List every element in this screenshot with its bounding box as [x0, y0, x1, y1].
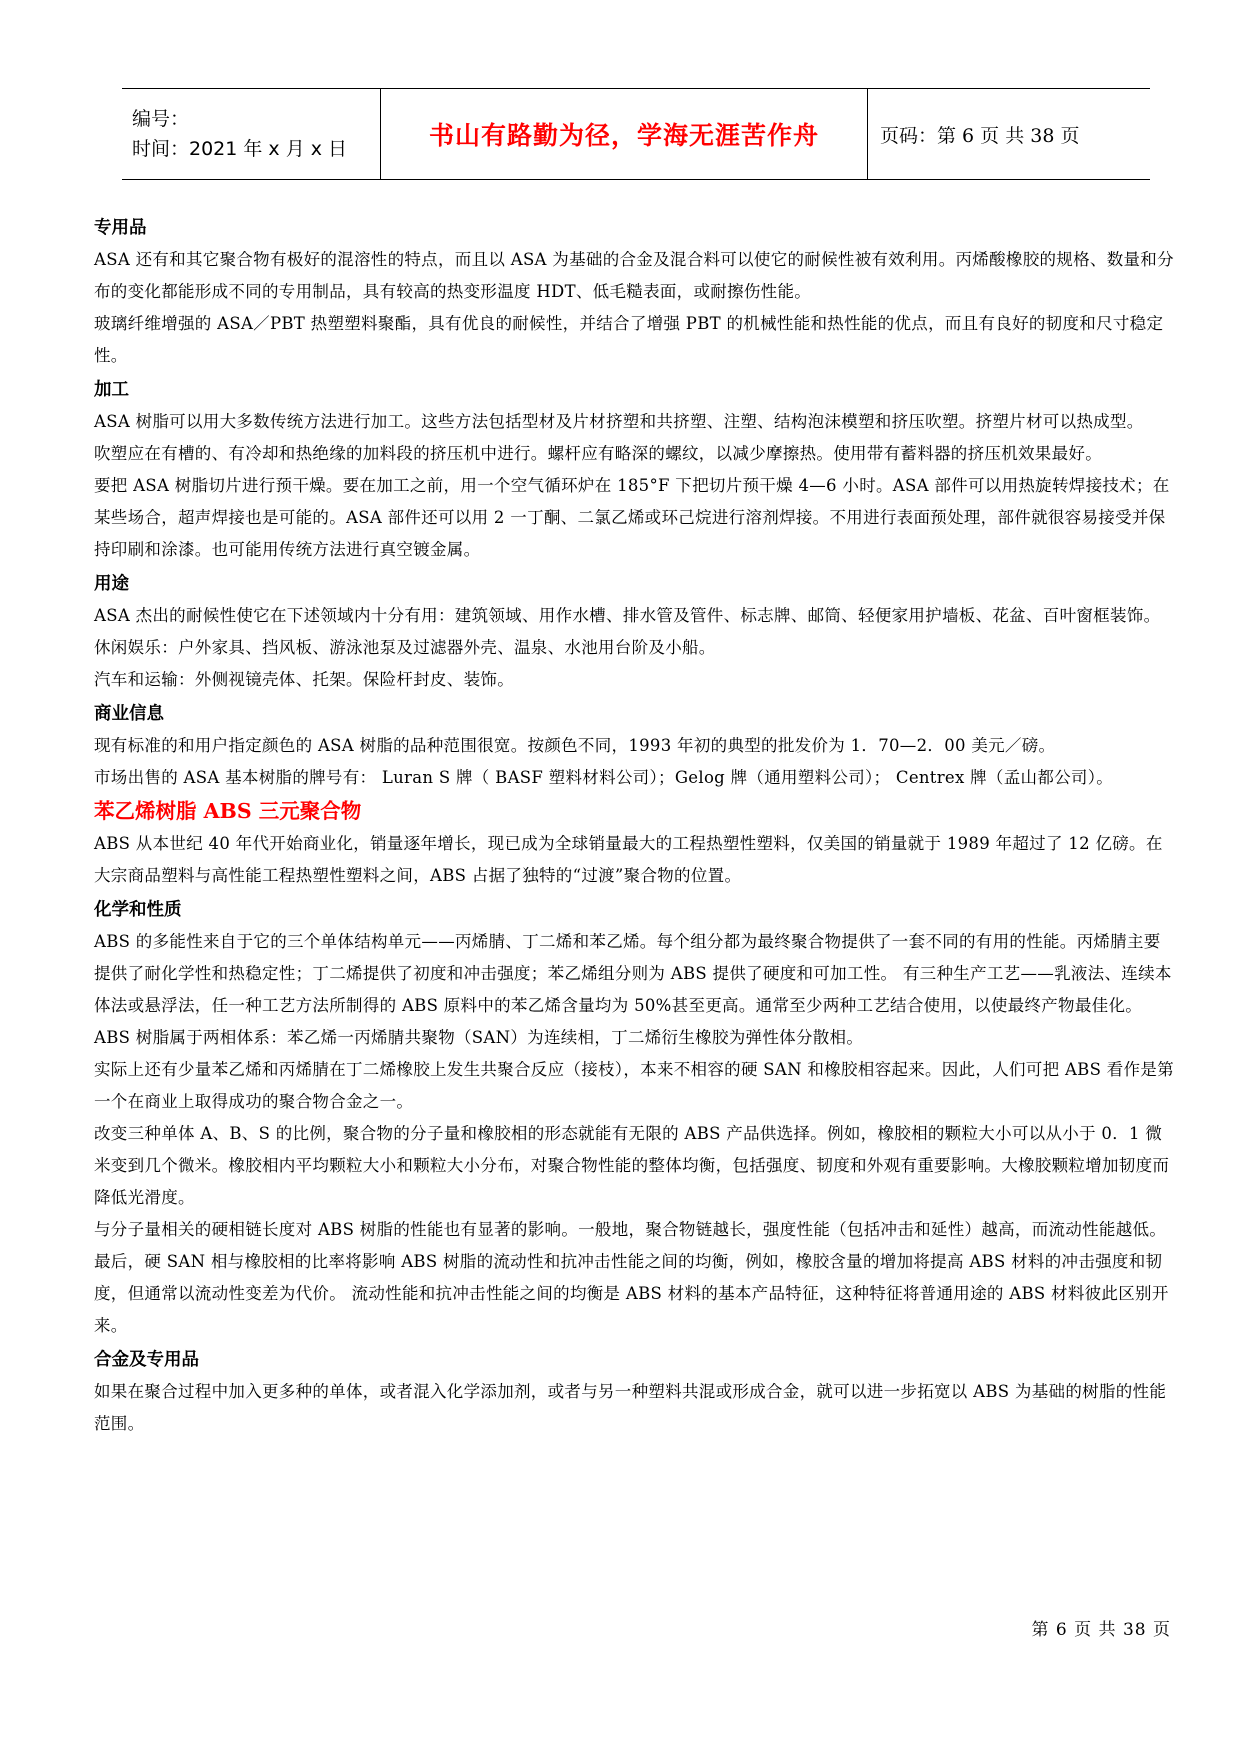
paragraph: ASA 杰出的耐候性使它在下述领域内十分有用：建筑领域、用作水槽、排水管及管件、标志牌、邮筒、轻便家用护墙板、花盆、百叶窗框装饰。 — [94, 606, 1161, 625]
paragraph: 实际上还有少量苯乙烯和丙烯腈在丁二烯橡胶上发生共聚合反应（接枝），本来不相容的硬 SAN 和橡胶相容起来。因此，人们可把 ABS 看作是第一个在商业上取得成功的聚合物合金之一。 — [94, 1060, 1174, 1111]
document-body — [94, 210, 1174, 1440]
paragraph: ABS 的多能性来自于它的三个单体结构单元——丙烯腈、丁二烯和苯乙烯。每个组分都为最终聚合物提供了一套不同的有用的性能。丙烯腈主要提供了耐化学性和热稳定性；丁二烯提供了初度和冲击强度；苯乙烯组分则为 ABS 提供了硬度和可加工性。 有三种生产工艺——乳液法、连续本体法或悬浮法，任一种工艺方法所制得的 ABS 原料中的苯乙烯含量均为 50%甚至更高。通常至少两种工艺结合使用，以使最终产物最佳化。ABS 树脂属于两相体系：苯乙烯一丙烯腈共聚物（SAN）为连续相，丁二烯衍生橡胶为弹性体分散相。 — [94, 932, 1172, 1047]
header-left-cell — [122, 89, 380, 179]
paragraph: 改变三种单体 A、B、S 的比例，聚合物的分子量和橡胶相的形态就能有无限的 ABS 产品供选择。例如，橡胶相的颗粒大小可以从小于 0．1 微米变到几个微米。橡胶相内平均颗粒大小和颗粒大小分布，对聚合物性能的整体均衡，包括强度、韧度和外观有重要影响。大橡胶颗粒增加韧度而降低光滑度。 — [94, 1124, 1170, 1207]
motto: 书山有路勤为径，学海无涯苦作舟 — [380, 89, 868, 179]
section-heading: 加工 — [94, 380, 129, 400]
section-heading: 用途 — [94, 574, 129, 594]
page-label: 页码：第 6 页 共 38 页 — [880, 124, 1080, 147]
section-heading: 合金及专用品 — [94, 1350, 199, 1370]
page-footer: 第 6 页 共 38 页 — [1031, 1620, 1171, 1640]
paragraph: ASA 树脂可以用大多数传统方法进行加工。这些方法包括型材及片材挤塑和共挤塑、注塑、结构泡沫模塑和挤压吹塑。挤塑片材可以热成型。 — [94, 412, 1144, 431]
paragraph: ASA 还有和其它聚合物有极好的混溶性的特点，而且以 ASA 为基础的合金及混合料可以使它的耐候性被有效利用。丙烯酸橡胶的规格、数量和分布的变化都能形成不同的专用制品，具有较高的热变形温度 HDT、低毛糙表面，或耐擦伤性能。 — [94, 250, 1174, 301]
paragraph: 最后，硬 SAN 相与橡胶相的比率将影响 ABS 树脂的流动性和抗冲击性能之间的均衡，例如，橡胶含量的增加将提高 ABS 材料的冲击强度和韧度，但通常以流动性变差为代价。 流动性能和抗冲击性能之间的均衡是 ABS 材料的基本产品特征，这种特征将普通用途的 ABS 材料彼此区别开来。 — [94, 1252, 1169, 1335]
paragraph: 市场出售的 ASA 基本树脂的牌号有： Luran S 牌（ BASF 塑料材料公司）；Gelog 牌（通用塑料公司）； Centrex 牌（孟山都公司）。 — [94, 768, 1114, 787]
paragraph: 要把 ASA 树脂切片进行预干燥。要在加工之前，用一个空气循环炉在 185°F 下把切片预干燥 4—6 小时。ASA 部件可以用热旋转焊接技术；在某些场合，超声焊接也是可能的。ASA 部件还可以用 2 一丁酮、二氯乙烯或环己烷进行溶剂焊接。不用进行表面预处理，部件就很容易接受并保持印刷和涂漆。也可能用传统方法进行真空镀金属。 — [94, 476, 1170, 559]
time-label: 时间：2021 年 x 月 x 日 — [132, 138, 348, 160]
section-heading: 化学和性质 — [94, 900, 182, 920]
paragraph: 现有标准的和用户指定颜色的 ASA 树脂的品种范围很宽。按颜色不同，1993 年初的典型的批发价为 1．70—2．00 美元／磅。 — [94, 736, 1056, 755]
paragraph: 如果在聚合过程中加入更多种的单体，或者混入化学添加剂，或者与另一种塑料共混或形成合金，就可以进一步拓宽以 ABS 为基础的树脂的性能范围。 — [94, 1382, 1167, 1433]
chapter-title: 苯乙烯树脂 ABS 三元聚合物 — [94, 799, 362, 823]
paragraph: 汽车和运输：外侧视镜壳体、托架。保险杆封皮、装饰。 — [94, 670, 514, 689]
paragraph: 玻璃纤维增强的 ASA／PBT 热塑塑料聚酯，具有优良的耐候性，并结合了增强 PBT 的机械性能和热性能的优点，而且有良好的韧度和尺寸稳定性。 — [94, 314, 1164, 365]
section-heading: 专用品 — [94, 218, 147, 238]
header-table — [122, 88, 1150, 180]
section-heading: 商业信息 — [94, 704, 164, 724]
paragraph: 吹塑应在有槽的、有冷却和热绝缘的加料段的挤压机中进行。螺杆应有略深的螺纹，以减少摩擦热。使用带有蓄料器的挤压机效果最好。 — [94, 444, 1102, 463]
number-label: 编号： — [132, 108, 190, 130]
paragraph: ABS 从本世纪 40 年代开始商业化，销量逐年增长，现已成为全球销量最大的工程热塑性塑料，仅美国的销量就于 1989 年超过了 12 亿磅。在大宗商品塑料与高性能工程热塑性塑料之间，ABS 占据了独特的“过渡”聚合物的位置。 — [94, 834, 1163, 885]
paragraph: 与分子量相关的硬相链长度对 ABS 树脂的性能也有显著的影响。一般地，聚合物链越长，强度性能（包括冲击和延性）越高，而流动性能越低。 — [94, 1220, 1167, 1239]
paragraph: 休闲娱乐：户外家具、挡风板、游泳池泵及过滤器外壳、温泉、水池用台阶及小船。 — [94, 638, 716, 657]
